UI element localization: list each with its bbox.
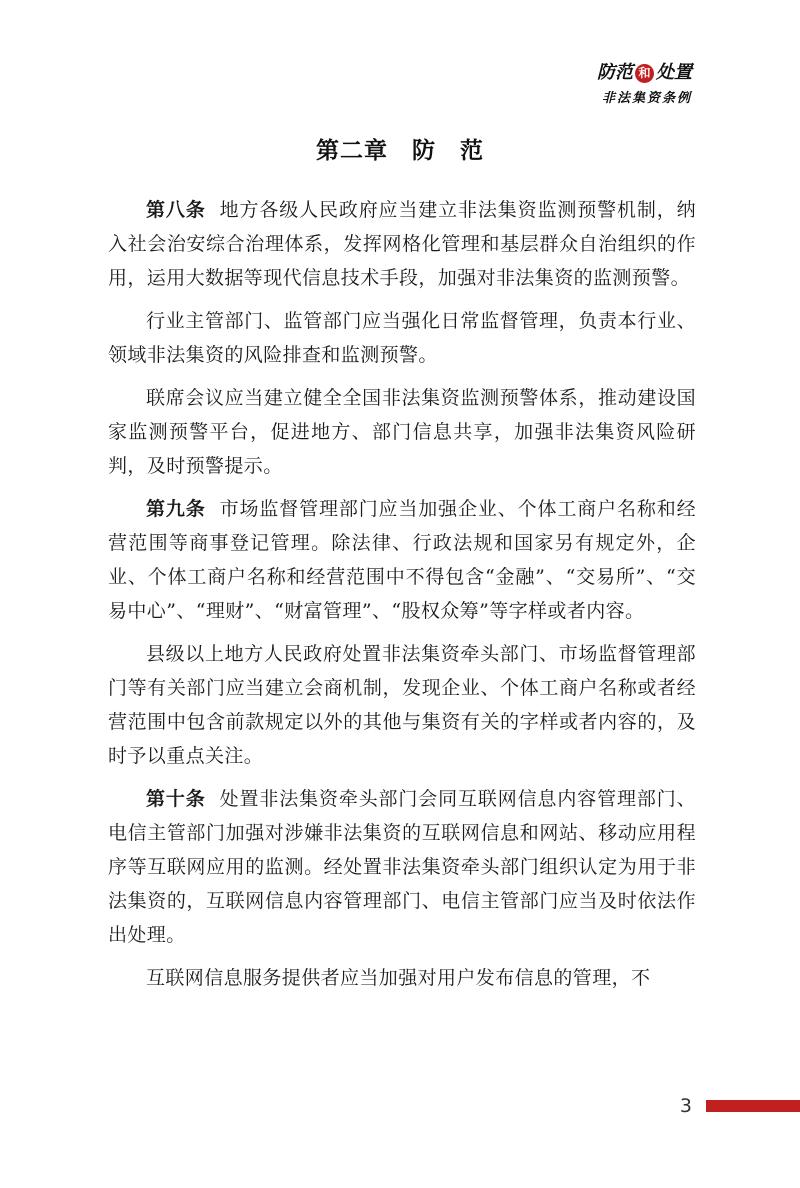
article-label: 第九条	[146, 498, 206, 520]
article-9-para-2	[108, 637, 696, 773]
page-accent-bar	[706, 1100, 800, 1112]
paragraph-text: 县级以上地方人民政府处置非法集资牵头部门、市场监督管理部门等有关部门应当建立会商机制，发现企业、个体工商户名称或者经营范围中包含前款规定以外的其他与集资有关的字样或者内容的，及时予以重点关注。	[108, 643, 696, 767]
paragraph-text: 地方各级人民政府应当建立非法集资监测预警机制，纳入社会治安综合治理体系，发挥网格化管理和基层群众自治组织的作用，运用大数据等现代信息技术手段，加强对非法集资的监测预警。	[108, 199, 696, 289]
page-body	[108, 193, 696, 1004]
article-8-para-1	[108, 193, 696, 295]
page-footer	[0, 1094, 800, 1120]
logo-text-prevent: 防范	[597, 62, 633, 83]
book-logo	[597, 62, 692, 84]
article-8-para-3	[108, 381, 696, 483]
paragraph-text: 市场监督管理部门应当加强企业、个体工商户名称和经营范围等商事登记管理。除法律、行政法规和国家另有规定外，企业、个体工商户名称和经营范围中不得包含“金融”、“交易所”、“交易中心”、“理财”、“财富管理”、“股权众筹”等字样或者内容。	[108, 498, 696, 622]
article-label: 第十条	[146, 788, 206, 810]
article-10-para-1	[108, 782, 696, 952]
chapter-title: 第二章 防 范	[316, 138, 484, 164]
book-subtitle: 非法集资条例	[601, 91, 692, 106]
paragraph-text: 行业主管部门、监管部门应当强化日常监督管理，负责本行业、领域非法集资的风险排查和监测预警。	[108, 310, 696, 366]
paragraph-text: 互联网信息服务提供者应当加强对用户发布信息的管理，不	[146, 967, 651, 989]
logo-text-handle: 处置	[656, 62, 692, 83]
article-9-para-1	[108, 492, 696, 628]
logo-he-badge: 和	[635, 64, 654, 83]
article-10-para-2	[108, 961, 696, 995]
paragraph-text: 联席会议应当建立健全全国非法集资监测预警体系，推动建设国家监测预警平台，促进地方、部门信息共享，加强非法集资风险研判，及时预警提示。	[108, 387, 696, 477]
running-header	[597, 62, 692, 106]
article-8-para-2	[108, 304, 696, 372]
page-number: 3	[679, 1095, 692, 1117]
article-label: 第八条	[146, 199, 206, 221]
paragraph-text: 处置非法集资牵头部门会同互联网信息内容管理部门、电信主管部门加强对涉嫌非法集资的互联网信息和网站、移动应用程序等互联网应用的监测。经处置非法集资牵头部门组织认定为用于非法集资的，互联网信息内容管理部门、电信主管部门应当及时依法作出处理。	[108, 788, 696, 946]
